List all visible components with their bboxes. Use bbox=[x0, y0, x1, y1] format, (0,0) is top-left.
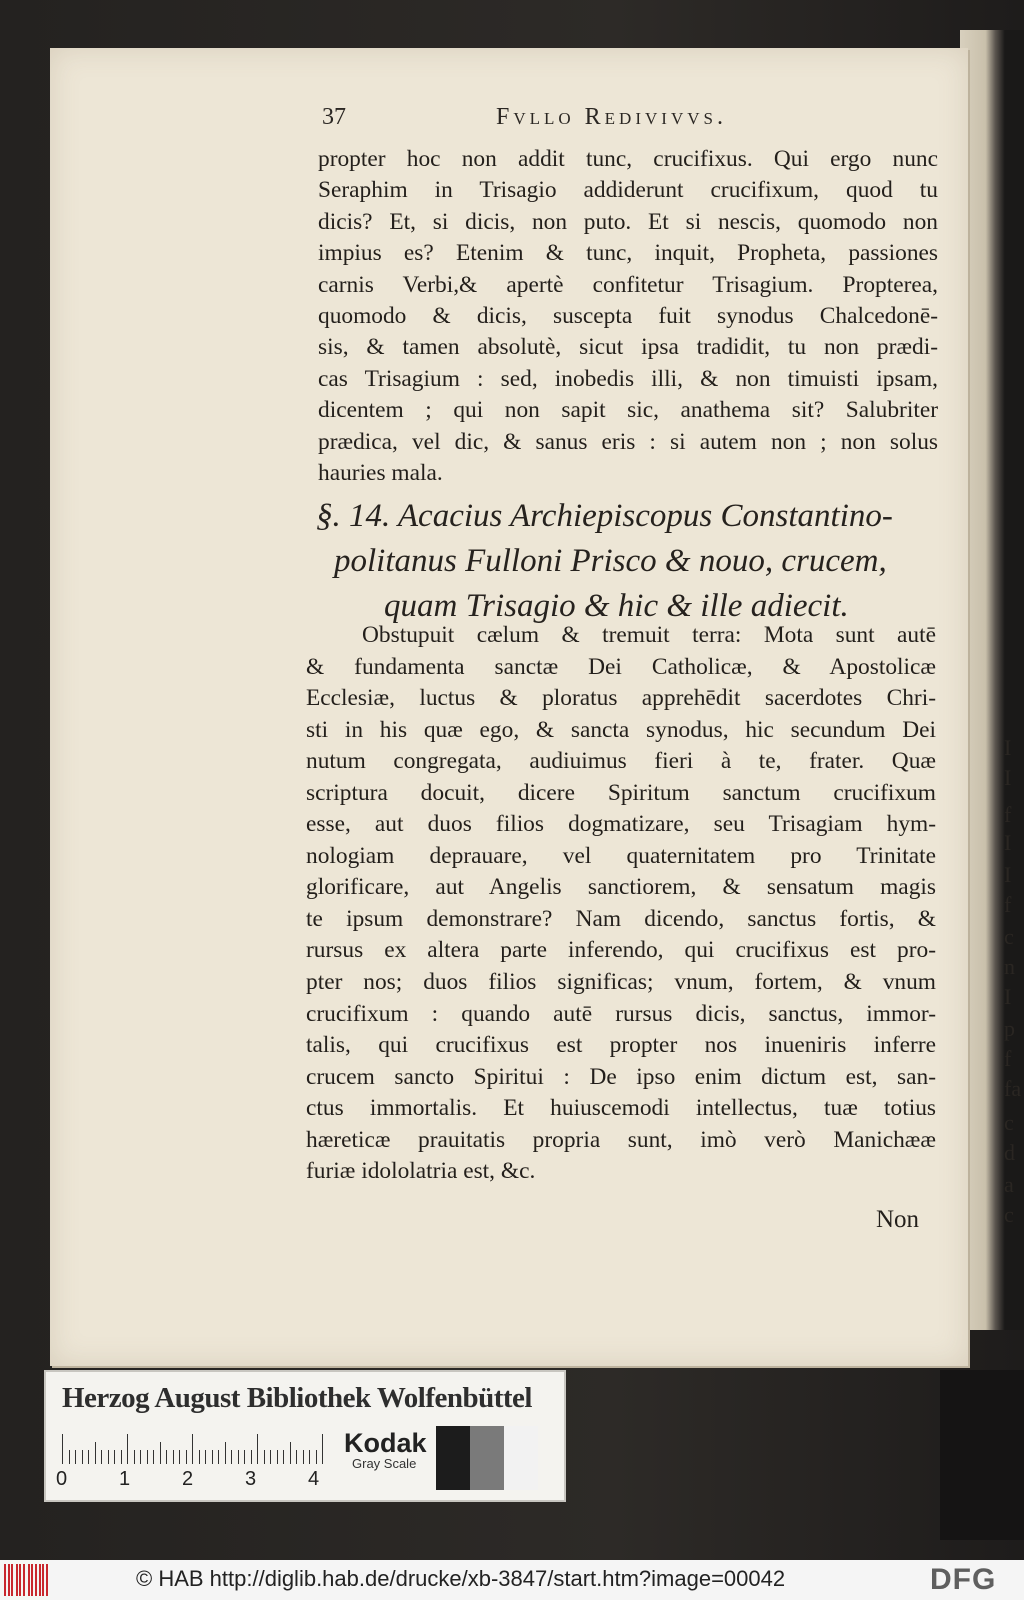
facing-page-letter: c bbox=[1004, 1202, 1014, 1227]
footer-bar bbox=[0, 1560, 1024, 1600]
facing-page-letter: I bbox=[1004, 735, 1012, 760]
facing-page-letter: I bbox=[1004, 830, 1012, 855]
barcode-stripe bbox=[23, 1564, 25, 1596]
ruler-tick bbox=[270, 1450, 271, 1464]
paragraph-1 bbox=[318, 144, 938, 489]
ruler-tick bbox=[173, 1450, 174, 1464]
text-line: crucem sancto Spiritui : De ipso enim dictum est, san- bbox=[306, 1063, 936, 1090]
ruler-label: 1 bbox=[119, 1468, 131, 1490]
ruler-tick bbox=[238, 1450, 239, 1464]
ruler-tick bbox=[316, 1450, 317, 1464]
barcode-stripe bbox=[31, 1564, 33, 1596]
page-number: 37 bbox=[322, 104, 346, 130]
text-line: propter hoc non addit tunc, crucifixus. Qui ergo nunc bbox=[318, 146, 938, 172]
ruler-labels bbox=[56, 1468, 346, 1492]
ruler-tick bbox=[108, 1450, 109, 1464]
dfg-logo: DFG bbox=[930, 1563, 997, 1596]
facing-page-letter: n bbox=[1004, 954, 1015, 979]
ruler-label: 2 bbox=[182, 1468, 194, 1490]
text-line: ctus immortalis. Et huiuscemodi intellectus, tuæ totius bbox=[306, 1095, 936, 1122]
ruler-tick bbox=[296, 1450, 297, 1464]
ruler-tick bbox=[212, 1450, 213, 1464]
ruler-tick bbox=[309, 1450, 310, 1464]
facing-page-letter: f bbox=[1004, 1046, 1012, 1071]
text-line: & fundamenta sanctæ Dei Catholicæ, & Apostolicæ bbox=[306, 653, 936, 680]
facing-page-letter: p bbox=[1004, 1016, 1015, 1041]
color-calibration-card bbox=[44, 1370, 566, 1502]
ruler-tick bbox=[75, 1450, 76, 1464]
text-line: Ecclesiæ, luctus & ploratus apprehēdit sacerdotes Chri- bbox=[306, 685, 936, 712]
book-cover-edge bbox=[940, 1370, 1024, 1540]
text-line: furiæ idololatria est, &c. bbox=[306, 1158, 536, 1185]
text-line: nologiam deprauare, vel quaternitatem pro Trinitate bbox=[306, 842, 936, 869]
ruler-tick bbox=[127, 1434, 128, 1464]
ruler-label: 3 bbox=[245, 1468, 257, 1490]
gray-swatch bbox=[436, 1426, 470, 1490]
ruler-tick bbox=[225, 1442, 226, 1464]
library-name: Herzog August Bibliothek Wolfenbüttel bbox=[62, 1382, 532, 1414]
ruler-tick bbox=[179, 1450, 180, 1464]
facing-page-letter: I bbox=[1004, 765, 1012, 790]
copyright-link[interactable]: © HAB http://diglib.hab.de/drucke/xb-3847/start.htm?image=00042 bbox=[136, 1566, 786, 1591]
heading-line: quam Trisagio & hic & ille adiecit. bbox=[384, 588, 849, 624]
kodak-logo: Kodak bbox=[344, 1428, 427, 1458]
text-line: impius es? Etenim & tunc, inquit, Propheta, passiones bbox=[318, 240, 938, 267]
text-line: Seraphim in Trisagio addiderunt crucifixum, quod tu bbox=[318, 177, 938, 204]
paragraph-2 bbox=[306, 620, 936, 1188]
ruler-tick bbox=[114, 1450, 115, 1464]
facing-page-letter: f bbox=[1004, 802, 1012, 827]
text-line: nutum congregata, audiuimus fieri à te, frater. Quæ bbox=[306, 748, 936, 775]
facing-page-letter: c bbox=[1004, 924, 1014, 949]
barcode-icon bbox=[4, 1564, 50, 1596]
ruler-tick bbox=[192, 1434, 193, 1464]
text-line: prædica, vel dic, & sanus eris : si autem non ; non solus bbox=[318, 428, 938, 455]
ruler-tick bbox=[134, 1450, 135, 1464]
ruler-tick bbox=[283, 1450, 284, 1464]
ruler-tick bbox=[62, 1434, 63, 1464]
ruler-tick bbox=[199, 1450, 200, 1464]
text-line: scriptura docuit, dicere Spiritum sanctum crucifixum bbox=[306, 779, 936, 806]
page-header bbox=[318, 104, 936, 140]
text-line: pter nos; duos filios significas; vnum, fortem, & vnum bbox=[306, 969, 936, 996]
text-line: Obstupuit cælum & tremuit terra: Mota sunt autē bbox=[362, 622, 936, 648]
barcode-stripe bbox=[11, 1564, 13, 1596]
ruler-tick bbox=[218, 1450, 219, 1464]
text-line: dicentem ; qui non sapit sic, anathema sit? Salubriter bbox=[318, 397, 938, 424]
running-title: Fvllo Redivivvs. bbox=[496, 104, 727, 130]
gray-swatch bbox=[504, 1426, 538, 1490]
ruler-scale bbox=[62, 1434, 330, 1464]
ruler-tick bbox=[277, 1450, 278, 1464]
ruler-tick bbox=[251, 1450, 252, 1464]
facing-page-letter: c bbox=[1004, 1110, 1014, 1135]
section-heading bbox=[316, 494, 941, 629]
barcode-stripe bbox=[46, 1564, 48, 1596]
barcode-stripe bbox=[28, 1564, 30, 1596]
text-line: talis, qui crucifixus est propter nos inueniris inferre bbox=[306, 1032, 936, 1059]
text-line: sis, & tamen absolutè, sicut ipsa tradidit, tu non prædi- bbox=[318, 334, 938, 361]
ruler-tick bbox=[303, 1450, 304, 1464]
gray-scale-label: Gray Scale bbox=[352, 1456, 417, 1471]
facing-page-letter: I bbox=[1004, 984, 1012, 1009]
facing-page-letter: a bbox=[1004, 1172, 1014, 1197]
text-line: crucifixum : quando autē rursus dicis, sanctus, immor- bbox=[306, 1000, 936, 1027]
text-line: hæreticæ prauitatis propria sunt, imò verò Manichææ bbox=[306, 1126, 936, 1153]
barcode-stripe bbox=[4, 1564, 6, 1596]
barcode-stripe bbox=[42, 1564, 44, 1596]
ruler-tick bbox=[231, 1450, 232, 1464]
barcode-stripe bbox=[39, 1564, 41, 1596]
text-line: quomodo & dicis, suscepta fuit synodus Chalcedonē- bbox=[318, 302, 938, 329]
barcode-stripe bbox=[35, 1564, 37, 1596]
facing-page-letter: fa bbox=[1004, 1076, 1022, 1101]
barcode-stripe bbox=[8, 1564, 10, 1596]
heading-line: §. 14. Acacius Archiepiscopus Constantino- bbox=[316, 498, 893, 534]
text-line: rursus ex altera parte inferendo, qui crucifixus est pro- bbox=[306, 937, 936, 964]
ruler-tick bbox=[186, 1450, 187, 1464]
ruler-tick bbox=[264, 1450, 265, 1464]
text-line: te ipsum demonstrare? Nam dicendo, sanctus fortis, & bbox=[306, 905, 936, 932]
gray-swatch bbox=[470, 1426, 504, 1490]
ruler-tick bbox=[101, 1450, 102, 1464]
text-line: carnis Verbi,& apertè confitetur Trisagium. Propterea, bbox=[318, 271, 938, 298]
ruler-tick bbox=[82, 1450, 83, 1464]
text-line: sti in his quæ ego, & sancta synodus, hic secundum Dei bbox=[306, 716, 936, 743]
facing-page-letter: I bbox=[1004, 862, 1012, 887]
facing-page-letter: d bbox=[1004, 1140, 1015, 1165]
ruler-tick bbox=[244, 1450, 245, 1464]
text-line: glorificare, aut Angelis sanctiorem, & sensatum magis bbox=[306, 874, 936, 901]
ruler-tick bbox=[140, 1450, 141, 1464]
barcode-stripe bbox=[16, 1564, 18, 1596]
ruler-tick bbox=[95, 1442, 96, 1464]
ruler-label: 4 bbox=[308, 1468, 320, 1490]
ruler-tick bbox=[290, 1442, 291, 1464]
ruler-tick bbox=[322, 1434, 323, 1464]
ruler-tick bbox=[160, 1442, 161, 1464]
ruler-tick bbox=[257, 1434, 258, 1464]
ruler-tick bbox=[166, 1450, 167, 1464]
text-line: hauries mala. bbox=[318, 459, 443, 486]
facing-page-letter: f bbox=[1004, 892, 1012, 917]
ruler-tick bbox=[121, 1450, 122, 1464]
text-line: cas Trisagium : sed, inobedis illi, & non timuisti ipsam, bbox=[318, 365, 938, 392]
heading-line: politanus Fulloni Prisco & nouo, crucem, bbox=[334, 543, 887, 579]
ruler-tick bbox=[147, 1450, 148, 1464]
ruler-label: 0 bbox=[56, 1468, 68, 1490]
ruler-tick bbox=[69, 1450, 70, 1464]
ruler-tick bbox=[205, 1450, 206, 1464]
facing-page-letters bbox=[1004, 540, 1024, 1240]
ruler-tick bbox=[88, 1450, 89, 1464]
catchword: Non bbox=[876, 1206, 920, 1233]
ruler-tick bbox=[153, 1450, 154, 1464]
barcode-stripe bbox=[19, 1564, 21, 1596]
text-line: esse, aut duos filios dogmatizare, seu Trisagiam hym- bbox=[306, 811, 936, 838]
text-line: dicis? Et, si dicis, non puto. Et si nescis, quomodo non bbox=[318, 208, 938, 235]
